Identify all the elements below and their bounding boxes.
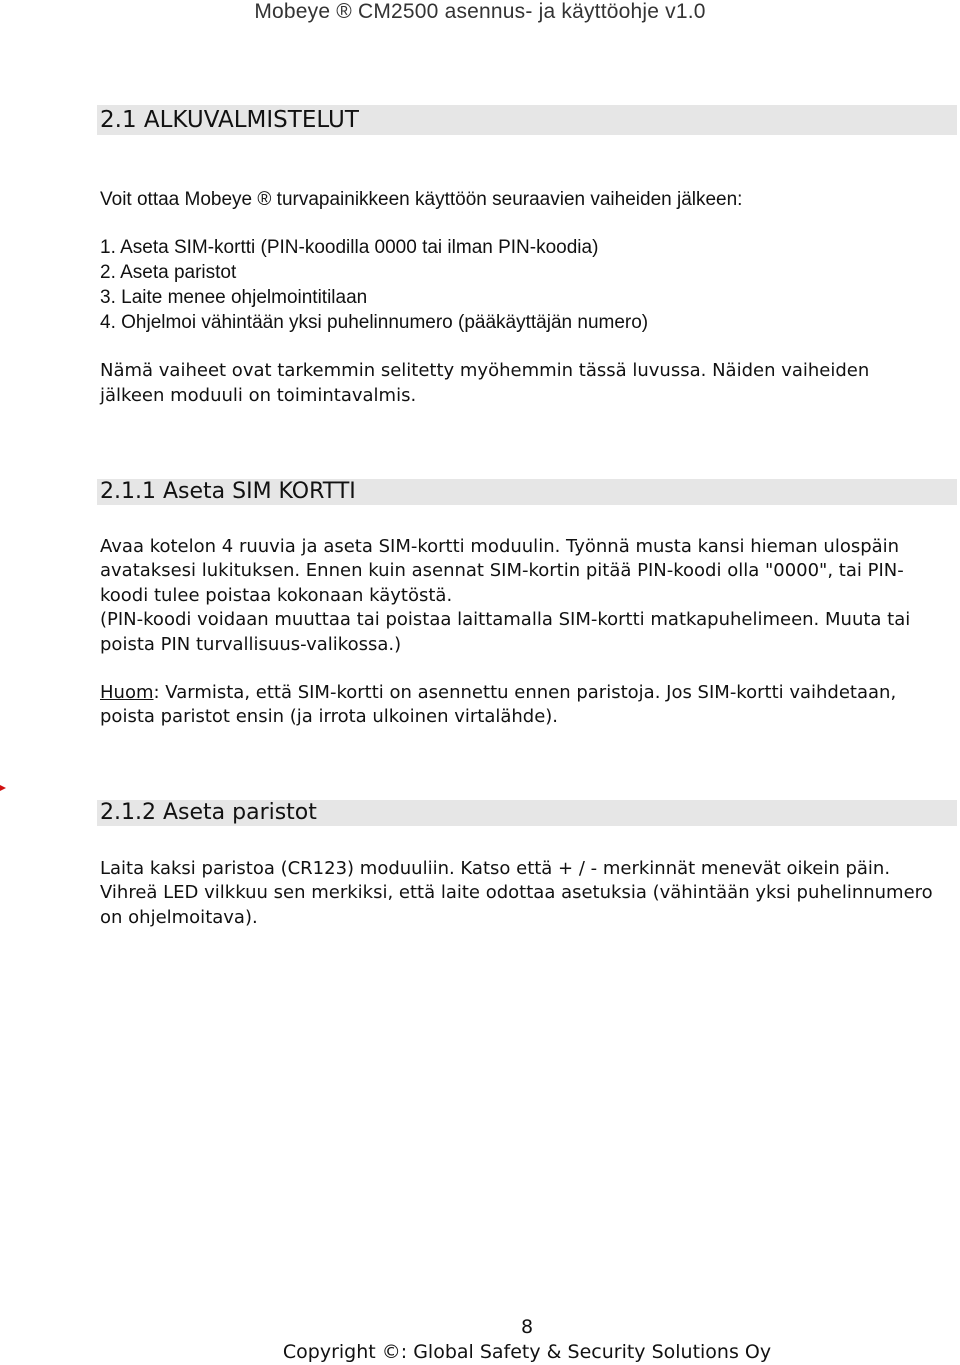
step-item: 1. Aseta SIM-kortti (PIN-koodilla 0000 tai ilman PIN-koodia): [100, 237, 599, 258]
margin-marker: [0, 785, 6, 791]
sim-note-line: poista paristot ensin (ja irrota ulkoinen virtalähde).: [100, 706, 559, 727]
sim-paragraph-line: koodi tulee poistaa kokonaan käytöstä.: [100, 585, 453, 606]
battery-paragraph-line: on ohjelmoitava).: [100, 907, 258, 928]
sim-note-line: [100, 681, 896, 705]
subsection-heading-battery: 2.1.2 Aseta paristot: [97, 800, 957, 826]
step-item: 4. Ohjelmoi vähintään yksi puhelinnumero (pääkäyttäjän numero): [100, 312, 649, 333]
note-paragraph-line: jälkeen moduuli on toimintavalmis.: [100, 385, 417, 406]
sim-paragraph-line: Avaa kotelon 4 ruuvia ja aseta SIM-kortti moduulin. Työnnä musta kansi hieman ulospäin: [100, 536, 900, 557]
step-item: 3. Laite menee ohjelmointitilaan: [100, 287, 368, 308]
document-header: Mobeye ® CM2500 asennus- ja käyttöohje v1.0: [254, 0, 706, 23]
section-heading: 2.1 ALKUVALMISTELUT: [97, 105, 957, 135]
copyright-footer: Copyright ©: Global Safety & Security Solutions Oy: [282, 1341, 772, 1363]
page-number: 8: [520, 1316, 534, 1338]
battery-paragraph-line: Vihreä LED vilkkuu sen merkiksi, että laite odottaa asetuksia (vähintään yksi puhelinnumero: [100, 882, 933, 903]
sim-paragraph-line: poista PIN turvallisuus-valikossa.): [100, 634, 402, 655]
step-item: 2. Aseta paristot: [100, 262, 237, 283]
note-paragraph-line: Nämä vaiheet ovat tarkemmin selitetty myöhemmin tässä luvussa. Näiden vaiheiden: [100, 360, 870, 381]
sim-paragraph-line: (PIN-koodi voidaan muuttaa tai poistaa laittamalla SIM-kortti matkapuhelimeen. Muuta tai: [100, 609, 911, 630]
note-text: : Varmista, että SIM-kortti on asennettu ennen paristoja. Jos SIM-kortti vaihdetaan,: [153, 682, 897, 703]
subsection-heading-sim: 2.1.1 Aseta SIM KORTTI: [97, 479, 957, 505]
intro-paragraph: Voit ottaa Mobeye ® turvapainikkeen käyttöön seuraavien vaiheiden jälkeen:: [100, 189, 743, 210]
note-label: Huom: [100, 682, 154, 703]
battery-paragraph-line: Laita kaksi paristoa (CR123) moduuliin. Katso että + / - merkinnät menevät oikein päin.: [100, 858, 891, 879]
sim-paragraph-line: avataksesi lukituksen. Ennen kuin asennat SIM-kortin pitää PIN-koodi olla "0000", tai PIN-: [100, 560, 904, 581]
